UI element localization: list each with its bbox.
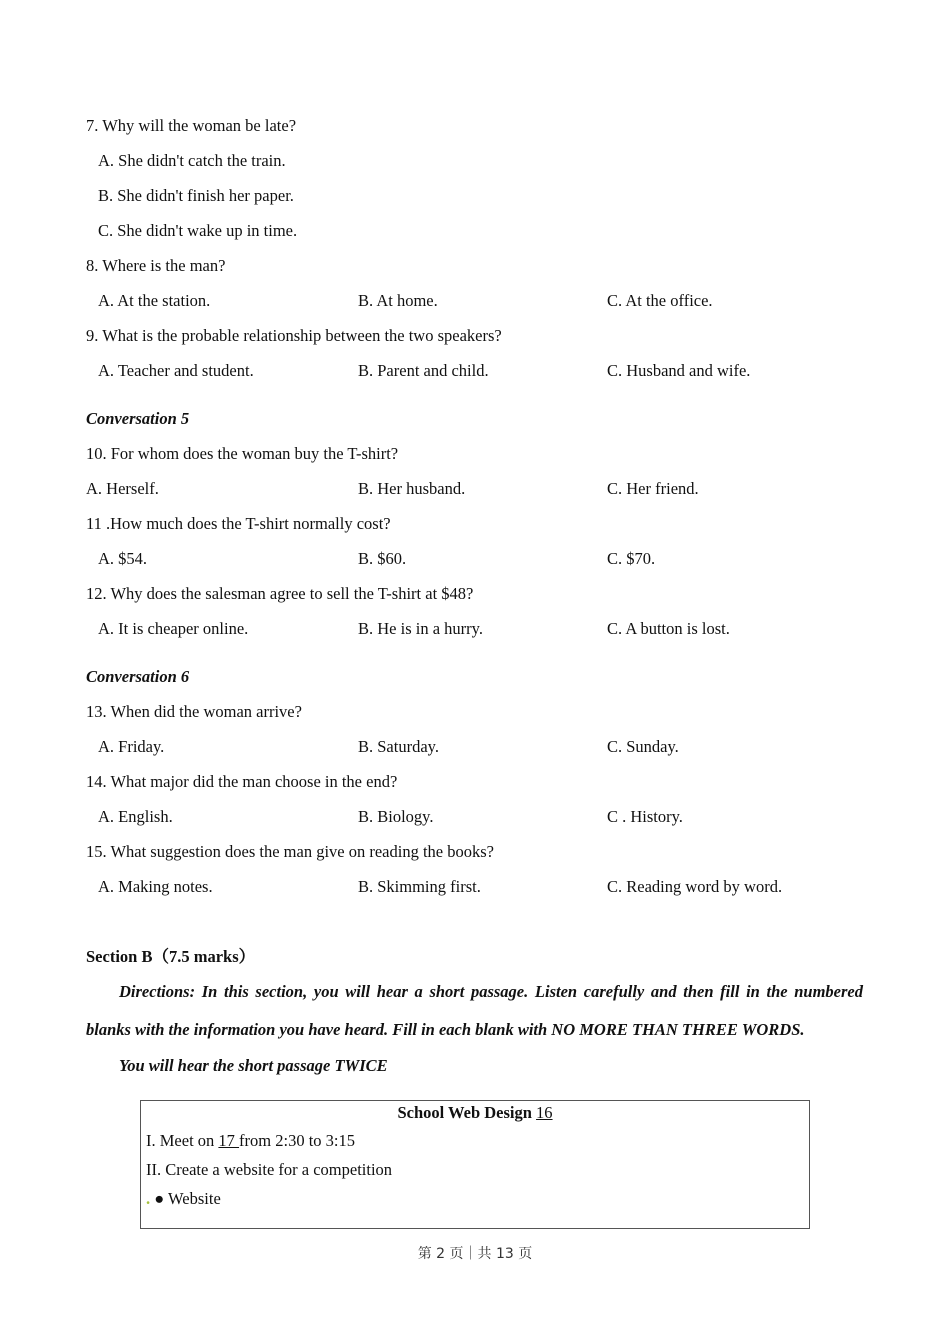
q11-options bbox=[0, 547, 950, 571]
option-c: C. Husband and wife. bbox=[607, 361, 751, 380]
q7-option-c bbox=[0, 219, 950, 243]
q8-options bbox=[0, 289, 950, 313]
row-text: II. Create a website for a competition bbox=[146, 1160, 393, 1179]
option-c: C. A button is lost. bbox=[607, 619, 730, 638]
q14-options bbox=[0, 805, 950, 829]
question-text: 9. What is the probable relationship between the two speakers? bbox=[86, 326, 502, 345]
table-title: School Web Design bbox=[397, 1103, 532, 1122]
option-b: B. Biology. bbox=[358, 807, 434, 826]
green-dot-marker: . bbox=[146, 1189, 151, 1208]
option-text: A. She didn't catch the train. bbox=[98, 151, 286, 170]
question-text: 13. When did the woman arrive? bbox=[86, 702, 302, 721]
question-11 bbox=[0, 512, 950, 536]
question-10 bbox=[0, 442, 950, 466]
option-c: C. $70. bbox=[607, 549, 656, 568]
option-a: A. Herself. bbox=[86, 479, 159, 498]
section-b-directions: Directions: In this section, you will hear a short passage. Listen carefully and then fill in the numbered blanks with the information you have heard. Fill in each blank with NO MORE THAN THREE WORDS. bbox=[86, 982, 863, 1039]
option-b: B. Saturday. bbox=[358, 737, 439, 756]
option-b: B. At home. bbox=[358, 291, 438, 310]
option-c: C. Sunday. bbox=[607, 737, 679, 756]
question-text: 7. Why will the woman be late? bbox=[86, 116, 297, 135]
table-row-meet bbox=[146, 1129, 355, 1153]
conversation-5-heading bbox=[0, 407, 950, 431]
section-title: Section B（7.5 marks） bbox=[86, 947, 256, 966]
option-c: C. Reading word by word. bbox=[607, 877, 783, 896]
question-text: 12. Why does the salesman agree to sell the T-shirt at $48? bbox=[86, 584, 474, 603]
question-8 bbox=[0, 254, 950, 278]
question-9 bbox=[0, 324, 950, 348]
conversation-label: Conversation 6 bbox=[86, 667, 190, 686]
option-b: B. $60. bbox=[358, 549, 407, 568]
option-a: A. $54. bbox=[98, 549, 148, 568]
table-row-website bbox=[146, 1187, 221, 1211]
row-suffix: from 2:30 to 3:15 bbox=[239, 1131, 355, 1150]
q9-options bbox=[0, 359, 950, 383]
table-title-row bbox=[141, 1101, 809, 1125]
blank-16: 16 bbox=[536, 1103, 553, 1122]
option-b: B. He is in a hurry. bbox=[358, 619, 483, 638]
option-text: B. She didn't finish her paper. bbox=[98, 186, 294, 205]
option-a: A. It is cheaper online. bbox=[98, 619, 249, 638]
q10-options bbox=[0, 477, 950, 501]
question-text: 10. For whom does the woman buy the T-shirt? bbox=[86, 444, 399, 463]
option-c: C. At the office. bbox=[607, 291, 713, 310]
option-text: C. She didn't wake up in time. bbox=[98, 221, 298, 240]
page-footer: 第 2 页｜共 13 页 bbox=[417, 1246, 533, 1262]
question-7 bbox=[0, 114, 950, 138]
question-12 bbox=[0, 582, 950, 606]
option-b: B. Parent and child. bbox=[358, 361, 489, 380]
question-14 bbox=[0, 770, 950, 794]
conversation-6-heading bbox=[0, 665, 950, 689]
table-row-create bbox=[146, 1158, 392, 1182]
q7-option-b bbox=[0, 184, 950, 208]
blank-17: 17 bbox=[218, 1131, 240, 1150]
option-b: B. Her husband. bbox=[358, 479, 466, 498]
option-a: A. Teacher and student. bbox=[98, 361, 254, 380]
conversation-label: Conversation 5 bbox=[86, 409, 190, 428]
question-text: 14. What major did the man choose in the end? bbox=[86, 772, 398, 791]
q15-options bbox=[0, 875, 950, 899]
row-prefix: I. Meet on bbox=[146, 1131, 219, 1150]
question-text: 8. Where is the man? bbox=[86, 256, 226, 275]
option-a: A. Friday. bbox=[98, 737, 165, 756]
section-b-heading bbox=[0, 945, 950, 969]
row-text: ● Website bbox=[154, 1189, 221, 1208]
option-a: A. English. bbox=[98, 807, 173, 826]
option-a: A. Making notes. bbox=[98, 877, 213, 896]
q13-options bbox=[0, 735, 950, 759]
q7-option-a bbox=[0, 149, 950, 173]
option-c: C . History. bbox=[607, 807, 683, 826]
option-c: C. Her friend. bbox=[607, 479, 699, 498]
option-b: B. Skimming first. bbox=[358, 877, 481, 896]
question-text: 15. What suggestion does the man give on reading the books? bbox=[86, 842, 494, 861]
question-text: 11 .How much does the T-shirt normally cost? bbox=[86, 514, 391, 533]
repeat-note-text: You will hear the short passage TWICE bbox=[119, 1056, 388, 1075]
question-13 bbox=[0, 700, 950, 724]
section-b-repeat-note bbox=[0, 1054, 950, 1078]
notes-table bbox=[140, 1100, 810, 1229]
question-15 bbox=[0, 840, 950, 864]
option-a: A. At the station. bbox=[98, 291, 211, 310]
q12-options bbox=[0, 617, 950, 641]
